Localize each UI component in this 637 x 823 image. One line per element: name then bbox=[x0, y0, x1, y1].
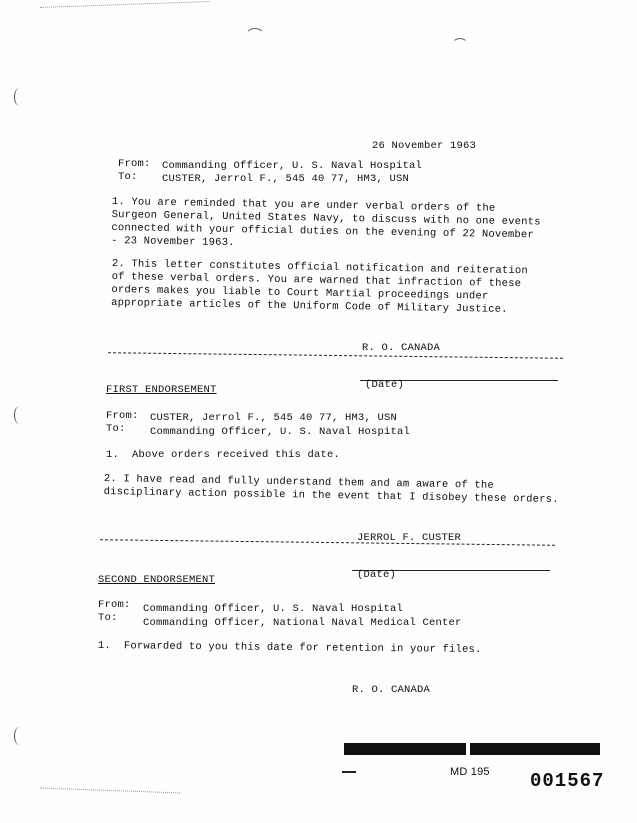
first-endorsement-from-value: CUSTER, Jerrol F., 545 40 77, HM3, USN bbox=[150, 412, 398, 424]
document-date: 26 November 1963 bbox=[372, 140, 477, 152]
footer-black-bar-1 bbox=[344, 743, 466, 755]
letter-from-value: Commanding Officer, U. S. Naval Hospital bbox=[162, 160, 423, 172]
letter-from-label: From: bbox=[118, 158, 151, 170]
first-endorsement-item-1: 1. Above orders received this date. bbox=[106, 449, 341, 461]
first-endorsement-from-label: From: bbox=[106, 410, 139, 422]
footer-black-bar-2 bbox=[470, 743, 600, 755]
section-divider-2 bbox=[100, 539, 555, 546]
footer-form-id: MD 195 bbox=[450, 766, 490, 778]
first-endorsement-heading: FIRST ENDORSEMENT bbox=[106, 384, 217, 396]
second-endorsement-to-label: To: bbox=[98, 612, 118, 624]
binder-hole-mark-3 bbox=[14, 727, 25, 745]
footer-page-number: 001567 bbox=[530, 770, 605, 792]
second-endorsement-heading: SECOND ENDORSEMENT bbox=[98, 574, 216, 586]
second-endorsement-signature: R. O. CANADA bbox=[352, 684, 431, 696]
letter-signature: R. O. CANADA bbox=[362, 342, 441, 354]
letter-to-label: To: bbox=[118, 171, 138, 183]
first-endorsement-to-value: Commanding Officer, U. S. Naval Hospital bbox=[150, 426, 411, 438]
first-endorsement-item-2: 2. I have read and fully understand them and am aware of the disciplinary action possible in the event that I disobey these orders. bbox=[103, 473, 559, 506]
first-endorsement-date-label: (Date) bbox=[365, 379, 405, 391]
letter-paragraph-1: 1. You are reminded that you are under verbal orders of the Surgeon General, United States Navy, to discuss with no one events connected with your official duties on the evening of 22 November - 23 November 1963. bbox=[111, 196, 541, 250]
binder-hole-mark-2 bbox=[14, 406, 25, 424]
scan-mark-top-right bbox=[452, 38, 468, 52]
first-endorsement-signature: JERROL F. CUSTER bbox=[357, 532, 462, 544]
scan-smudge-bottom bbox=[40, 788, 180, 800]
letter-to-value: CUSTER, Jerrol F., 545 40 77, HM3, USN bbox=[162, 173, 410, 185]
second-endorsement-from-value: Commanding Officer, U. S. Naval Hospital bbox=[143, 603, 404, 615]
second-endorsement-to-value: Commanding Officer, National Naval Medical Center bbox=[143, 617, 462, 629]
letter-paragraph-2: 2. This letter constitutes official notification and reiteration of these verbal orders. You are warned that infraction of these orders makes you liable to Court Martial proceedings under appropriate articles of the Uniform Code of Military Justice. bbox=[111, 258, 529, 316]
footer-dash-mark bbox=[342, 771, 356, 773]
section-divider-1 bbox=[108, 352, 563, 359]
scan-mark-top-center bbox=[245, 28, 265, 46]
scan-smudge-top bbox=[40, 1, 210, 18]
binder-hole-mark-1 bbox=[14, 88, 25, 106]
second-endorsement-from-label: From: bbox=[98, 599, 131, 611]
first-endorsement-to-label: To: bbox=[106, 423, 126, 435]
second-endorsement-item-1: 1. Forwarded to you this date for retention in your files. bbox=[97, 640, 482, 657]
second-endorsement-date-label: (Date) bbox=[357, 569, 397, 581]
